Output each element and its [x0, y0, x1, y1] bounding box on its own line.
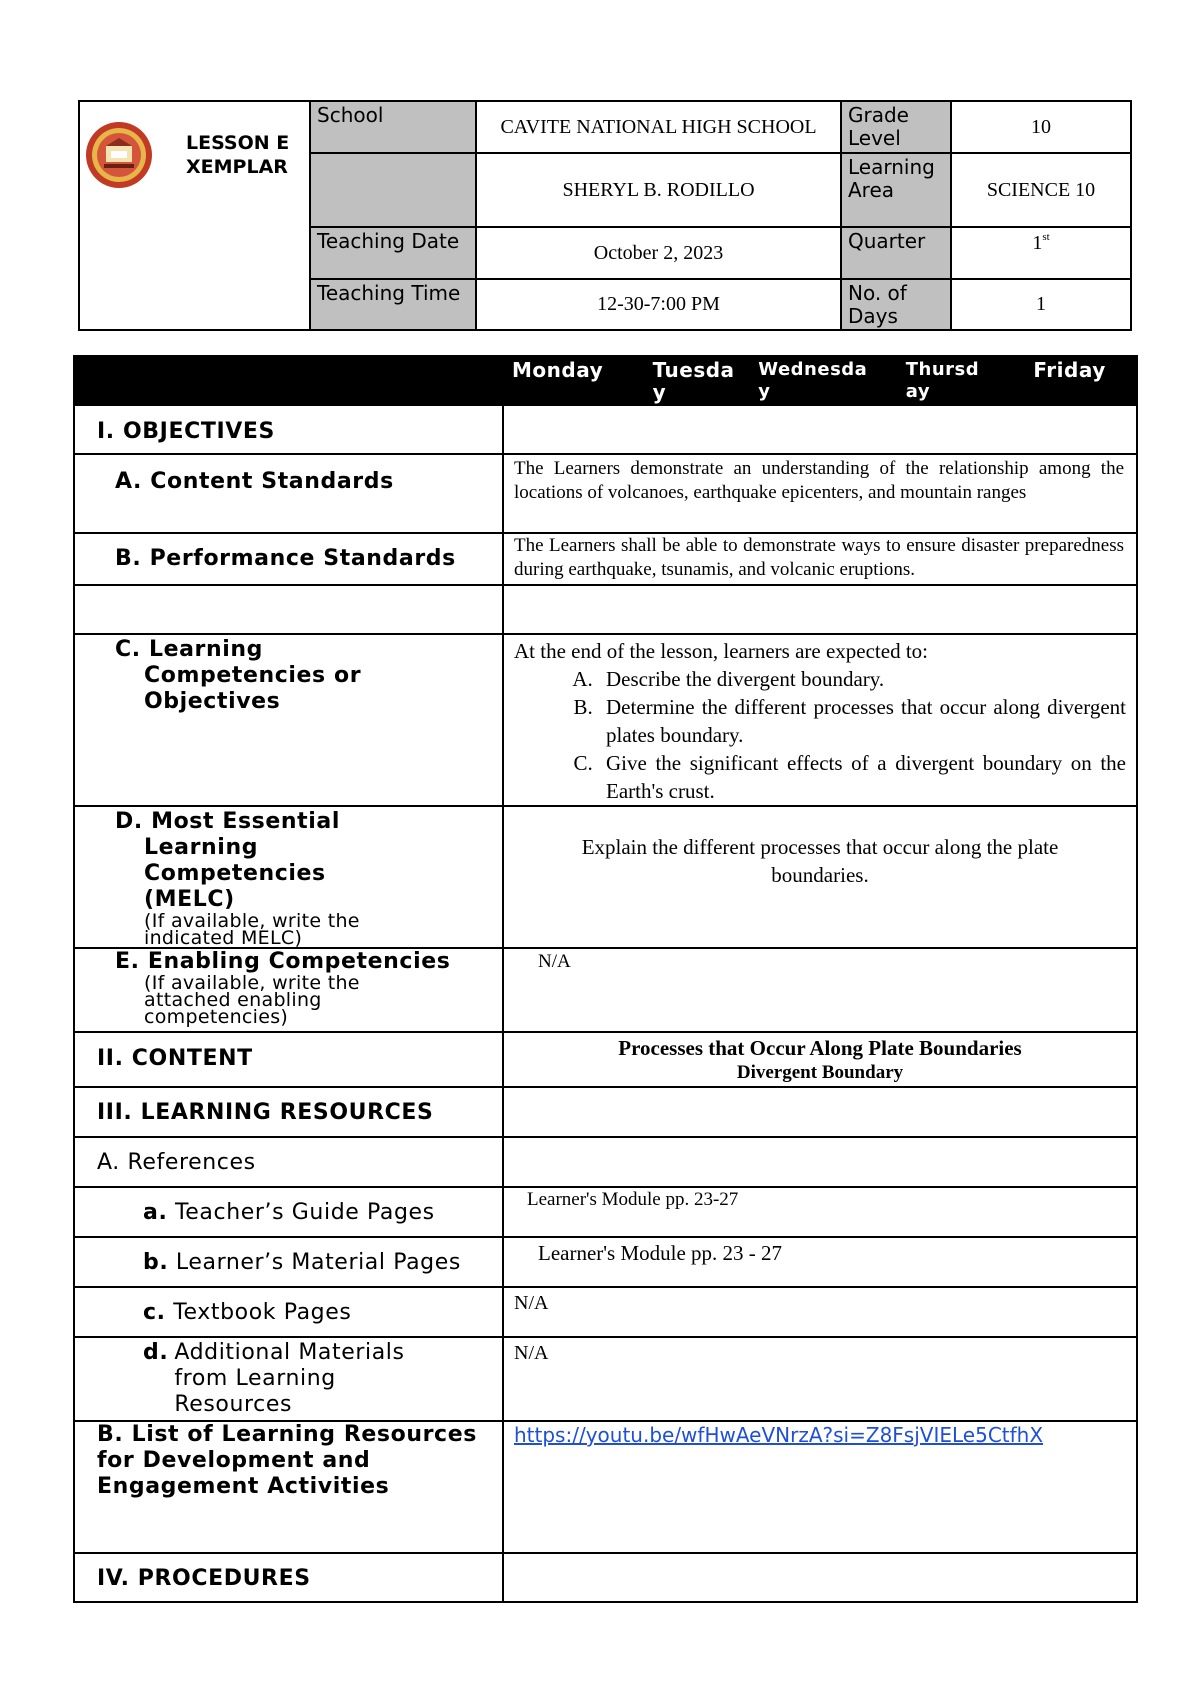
- competencies-value: [503, 634, 1137, 806]
- no-of-days-value: 1: [951, 279, 1131, 330]
- learning-resources-value: [503, 1087, 1137, 1137]
- melc-note: (If available, write the indicated MELC): [144, 910, 360, 949]
- melc-label: D. Most Essential Learning Competencies (MELC): [115, 809, 341, 912]
- lesson-header-table: [78, 100, 1132, 331]
- teachers-guide-prefix: a.: [143, 1200, 168, 1225]
- grade-level-label: Grade Level: [841, 101, 951, 153]
- day-wednesday: Wednesday: [758, 359, 868, 402]
- quarter-label: Quarter: [841, 227, 951, 279]
- competency-item: A. Describe the divergent boundary.: [598, 665, 1126, 693]
- youtube-link[interactable]: https://youtu.be/wfHwAeVNrzA?si=Z8FsjVIELe5CtfhX: [514, 1423, 1044, 1447]
- lesson-exemplar-title: LESSON EXEMPLAR: [186, 132, 290, 178]
- quarter-number: 1: [1032, 232, 1043, 254]
- learners-material-label-cell: [74, 1237, 503, 1287]
- objectives-value: [503, 405, 1137, 454]
- teaching-date-label: Teaching Date: [310, 227, 476, 279]
- competencies-label-cell: [74, 634, 503, 806]
- competency-item: C. Give the significant effects of a divergent boundary on the Earth's crust.: [598, 749, 1126, 805]
- teachers-guide-label-cell: [74, 1187, 503, 1237]
- day-friday: Friday: [1033, 358, 1106, 382]
- grade-level-value: 10: [951, 101, 1131, 153]
- learners-material-prefix: b.: [143, 1250, 169, 1275]
- lesson-plan-table: [73, 355, 1138, 1603]
- objectives-heading: I. OBJECTIVES: [74, 405, 503, 454]
- content-value: [503, 1032, 1137, 1087]
- learning-resources-heading: III. LEARNING RESOURCES: [74, 1087, 503, 1137]
- list-of-resources-value: [503, 1421, 1137, 1553]
- learners-material-label: Learner’s Material Pages: [175, 1250, 461, 1275]
- competencies-intro: At the end of the lesson, learners are expected to:: [514, 639, 929, 663]
- no-of-days-label: No. of Days: [841, 279, 951, 330]
- teaching-date-value: October 2, 2023: [476, 227, 841, 279]
- additional-materials-label-cell: [74, 1337, 503, 1421]
- enabling-label-cell: [74, 948, 503, 1032]
- quarter-suffix: st: [1042, 231, 1050, 243]
- additional-materials-value: N/A: [503, 1337, 1137, 1421]
- school-value: CAVITE NATIONAL HIGH SCHOOL: [476, 101, 841, 153]
- performance-standards-label: B. Performance Standards: [74, 533, 503, 585]
- content-title: Processes that Occur Along Plate Boundaries: [618, 1036, 1022, 1060]
- list-of-resources-label: B. List of Learning Resources for Development and Engagement Activities: [97, 1422, 477, 1499]
- school-label: School: [310, 101, 476, 153]
- procedures-heading: IV. PROCEDURES: [74, 1553, 503, 1602]
- procedures-value: [503, 1553, 1137, 1602]
- day-thursday: Thursday: [905, 359, 980, 402]
- competencies-label: C. Learning Competencies or Objectives: [115, 637, 362, 714]
- day-tuesday: Tuesday: [652, 358, 735, 404]
- learners-material-value: Learner's Module pp. 23 - 27: [503, 1237, 1137, 1287]
- enabling-label: E. Enabling Competencies: [115, 949, 451, 974]
- list-of-resources-label-cell: [74, 1421, 503, 1553]
- content-heading: II. CONTENT: [74, 1032, 503, 1087]
- textbook-prefix: c.: [143, 1300, 166, 1325]
- blank-row-label: [74, 585, 503, 634]
- content-standards-label: A. Content Standards: [74, 454, 503, 533]
- teaching-time-label: Teaching Time: [310, 279, 476, 330]
- quarter-value: [951, 227, 1131, 279]
- content-standards-value: The Learners demonstrate an understanding of the relationship among the locations of volcanoes, earthquake epicenters, and mountain ranges: [503, 454, 1137, 533]
- blank-row-value: [503, 585, 1137, 634]
- melc-value: Explain the different processes that occur along the plate boundaries.: [503, 806, 1137, 948]
- references-value: [503, 1137, 1137, 1187]
- textbook-label: Textbook Pages: [173, 1300, 352, 1325]
- enabling-note: (If available, write the attached enabling competencies): [144, 972, 360, 1028]
- day-header-bar: [503, 356, 1137, 405]
- references-heading: A. References: [74, 1137, 503, 1187]
- learning-area-label: Learning Area: [841, 153, 951, 227]
- textbook-value: N/A: [503, 1287, 1137, 1337]
- teachers-guide-label: Teacher’s Guide Pages: [175, 1200, 435, 1225]
- school-seal-icon: [84, 120, 154, 190]
- additional-materials-prefix: d.: [143, 1340, 169, 1365]
- melc-label-cell: [74, 806, 503, 948]
- textbook-label-cell: [74, 1287, 503, 1337]
- competency-item: B. Determine the different processes that occur along divergent plates boundary.: [598, 693, 1126, 749]
- teacher-label-cell: [310, 153, 476, 227]
- teacher-value: SHERYL B. RODILLO: [476, 153, 841, 227]
- additional-materials-label: Additional Materials from Learning Resources: [174, 1340, 405, 1417]
- day-monday: Monday: [512, 358, 604, 382]
- content-subtitle: Divergent Boundary: [736, 1062, 904, 1083]
- day-header-blank: [74, 356, 503, 405]
- competencies-list: [514, 665, 1136, 805]
- teachers-guide-value: Learner's Module pp. 23-27: [503, 1187, 1137, 1237]
- performance-standards-value: The Learners shall be able to demonstrate ways to ensure disaster preparedness during earthquake, tsunamis, and volcanic eruptions.: [503, 533, 1137, 585]
- enabling-value: N/A: [503, 948, 1137, 1032]
- learning-area-value: SCIENCE 10: [951, 153, 1131, 227]
- teaching-time-value: 12-30-7:00 PM: [476, 279, 841, 330]
- logo-cell: [79, 101, 310, 330]
